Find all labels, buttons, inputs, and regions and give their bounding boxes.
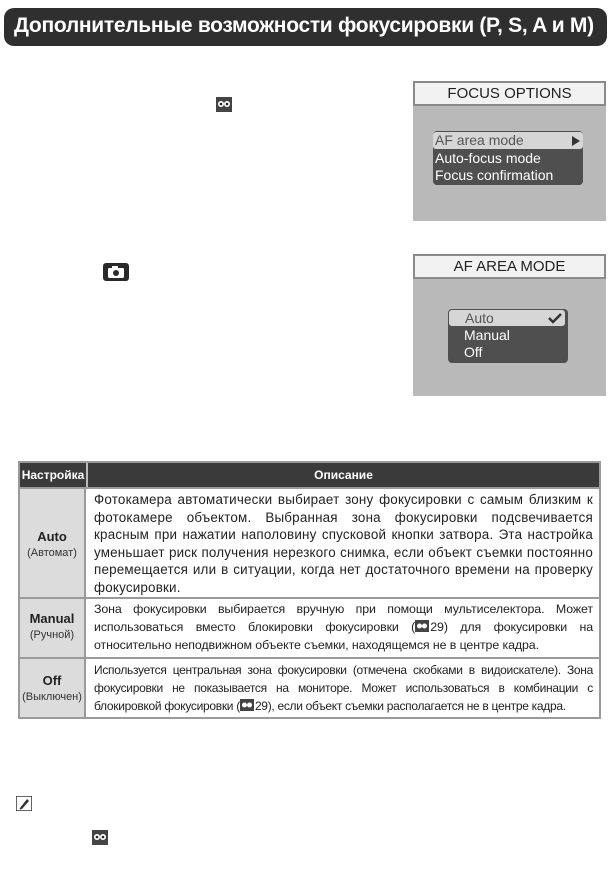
focus-options-screen (413, 81, 606, 221)
reference-page-icon (92, 830, 108, 845)
menu-item-focus-confirmation[interactable]: Focus confirmation (435, 167, 554, 183)
header-description: Описание (314, 468, 373, 482)
page-ref[interactable]: 29 (254, 699, 268, 713)
setting-name-ru: (Выключен) (22, 691, 82, 703)
description-cell: Фотокамера автоматически выбирает зону фокусировки с самым близким к фотокамере объектом. Выбранная зона фокусировки подсвечивается красным при нажатии наполовину спусковой кнопки затвора. Эта настройка уменьшает риск получения нерезкого снимка, если объект съемки постоянно перемещается или в ситуации, когда нет достаточного времени на проверку фокусировки. (94, 492, 593, 595)
table-row-auto (20, 487, 599, 597)
setting-name: Manual (29, 611, 75, 626)
description-cell: Используется центральная зона фокусировки (отмечена скобками в видоискателе). Зона фокусировки не показывается на мониторе. Может использоваться в комбинации с блокировкой фокусировки ( 29), если объект съемки располагается не в центре кадра. (94, 663, 593, 713)
setting-name-ru: (Ручной) (29, 629, 75, 641)
setting-cell (20, 659, 86, 717)
table-row-off (20, 657, 599, 717)
confirm-icon (547, 312, 563, 324)
reference-page-icon (216, 97, 232, 112)
reference-page-icon (415, 620, 429, 632)
setting-name: Off (42, 673, 62, 688)
menu-item-af-area-mode[interactable]: AF area mode (433, 132, 583, 149)
setting-name: Auto (37, 529, 67, 544)
submenu-arrow-icon (572, 136, 580, 146)
reference-page-icon (240, 699, 254, 711)
setting-name-ru: (Автомат) (27, 547, 77, 559)
page-title: Дополнительные возможности фокусировки (P, S, A и M) (14, 14, 594, 37)
af-area-mode-header: AF AREA MODE (413, 254, 606, 279)
camera-mode-icon (103, 263, 129, 281)
menu-item-off[interactable]: Off (464, 344, 483, 360)
focus-options-header: FOCUS OPTIONS (413, 81, 606, 106)
note-pencil-icon (16, 796, 32, 811)
description-cell: Зона фокусировки выбирается вручную при помощи мультиселектора. Может использоваться вместо блокировки фокусировки ( 29) для фокусировки на относительно неподвижном объекте съемки, находящемся не в центре кадра. (94, 602, 593, 652)
menu-item-manual[interactable]: Manual (464, 327, 510, 343)
header-setting: Настройка (20, 463, 88, 487)
af-area-mode-table (18, 461, 601, 719)
page-title-banner (4, 8, 607, 46)
setting-cell (20, 489, 86, 597)
menu-item-auto[interactable]: Auto (449, 310, 565, 326)
menu-item-auto-focus-mode[interactable]: Auto-focus mode (435, 150, 541, 166)
table-header (20, 463, 599, 487)
af-area-mode-screen (413, 254, 606, 396)
setting-cell (20, 599, 86, 657)
table-row-manual (20, 597, 599, 657)
page-ref[interactable]: 29 (430, 619, 444, 634)
